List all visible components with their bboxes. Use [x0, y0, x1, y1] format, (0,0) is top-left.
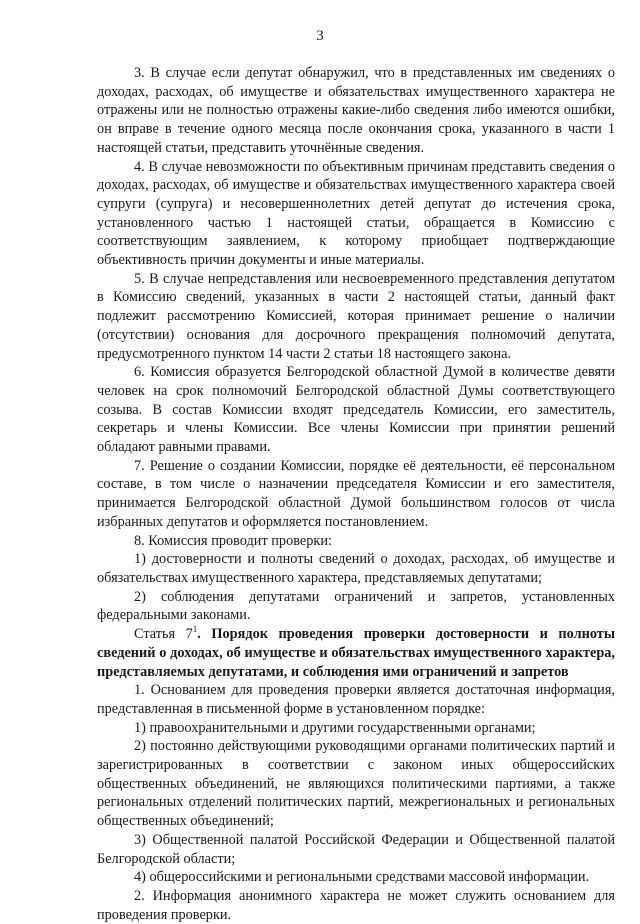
document-body — [97, 64, 615, 924]
article-part-2: 2. Информация анонимного характера не может служить основанием для проведения проверки. — [97, 887, 615, 923]
article-part-1: 1. Основанием для проведения проверки является достаточная информация, представленная в письменной форме в установленном порядке: — [97, 682, 615, 717]
paragraph-part-6: 6. Комиссия образуется Белгородской областной Думой в количестве девяти человек на срок полномочий Белгородской областной Думы соответствующего созыва. В состав Комиссии входят председатель Комиссии, его заместитель, секретарь и члены Комиссии. Все члены Комиссии при принятии решений обладают равными правами. — [97, 364, 615, 456]
paragraph-part-8-item-1: 1) достоверности и полноты сведений о доходах, расходах, об имуществе и обязательствах имущественного характера, представляемых депутатами; — [97, 551, 615, 586]
article-part-1-item-4: 4) общероссийскими и региональными средствами массовой информации. — [134, 869, 590, 886]
paragraph-part-5: 5. В случае непредставления или несвоевременного представления депутатом в Комиссию сведений, указанных в части 2 настоящей статьи, данный факт подлежит рассмотрению Комиссией, которая принимает решение о наличии (отсутствии) основания для досрочного прекращения полномочий депутата, предусмотренного пунктом 14 части 2 статьи 18 настоящего закона. — [97, 270, 615, 362]
article-part-1-item-3: 3) Общественной палатой Российской Федерации и Общественной палатой Белгородской области; — [97, 831, 615, 867]
paragraph-part-3: 3. В случае если депутат обнаружил, что в представленных им сведениях о доходах, расходах, об имуществе и обязательствах имущественного характера не отражены или не полностью отражены какие-либо сведения либо имеются ошибки, он вправе в течение одного месяца после окончания срока, указанного в части 1 настоящей статьи, представить уточнённые сведения. — [97, 65, 615, 156]
article-label: Статья 7 — [134, 626, 193, 643]
paragraph-part-8: 8. Комиссия проводит проверки: — [134, 532, 332, 549]
article-title: . Порядок проведения проверки достоверности и полноты сведений о доходах, об имуществе и обязательствах имущественного характера, представляемых депутатами, и соблюдения ими ограничений и запретов — [97, 626, 615, 680]
article-part-1-item-1: 1) правоохранительными и другими государственными органами; — [134, 719, 536, 736]
article-heading — [97, 625, 615, 681]
paragraph-part-4: 4. В случае невозможности по объективным причинам представить сведения о доходах, расходах, об имуществе и обязательствах имущественного характера своей супруги (супруга) и несовершеннолетних детей депутат до истечения срока, установленного частью 1 настоящей статьи, обращается в Комиссию с соответствующим заявлением, к которому приобщает подтверждающие объективность причин документы и иные материалы. — [97, 158, 615, 269]
article-superscript: 1 — [192, 624, 198, 635]
article-part-1-item-2: 2) постоянно действующими руководящими органами политических партий и зарегистрированных в соответствии с законом иных общероссийских общественных объединений, не являющихся политическими партиями, а также региональных отделений политических партий, межрегиональных и региональных общественных объединений; — [97, 738, 615, 830]
paragraph-part-8-item-2: 2) соблюдения депутатами ограничений и запретов, установленных федеральными законами. — [97, 588, 615, 624]
paragraph-part-7: 7. Решение о создании Комиссии, порядке её деятельности, её персональном составе, в том числе о назначении председателя Комиссии и его заместителя, принимается Белгородской областной Думой большинством голосов от числа избранных депутатов и оформляется постановлением. — [97, 457, 615, 530]
page-number: 3 — [316, 28, 324, 44]
